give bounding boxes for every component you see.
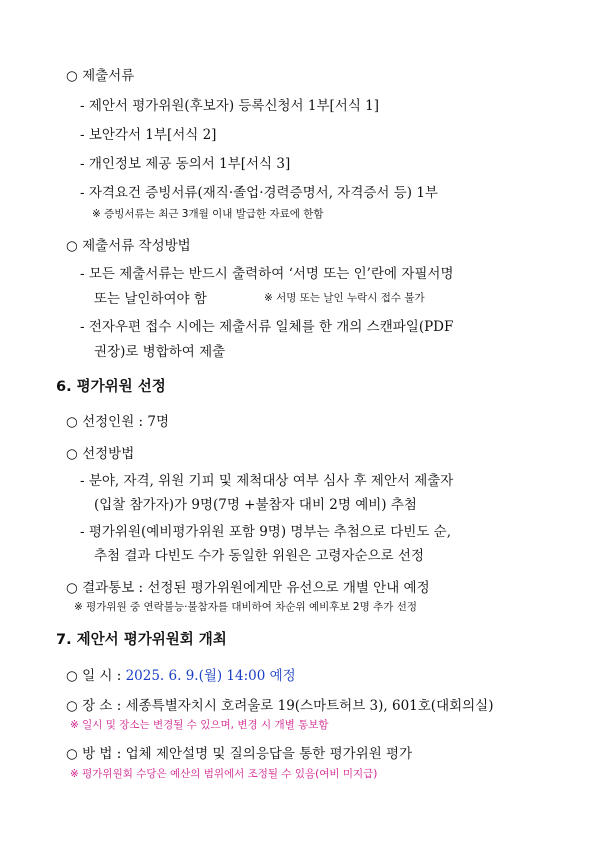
meeting-date-label: ○ 일 시 : — [66, 668, 126, 684]
meeting-date-value: 2025. 6. 9.(월) 14:00 예정 — [125, 668, 296, 684]
method-note: ※ 서명 또는 날인 누락시 접수 불가 — [264, 292, 425, 304]
method-note: ※ 평가위원회 수당은 예산의 범위에서 조정될 수 있음(여비 미지급) — [70, 768, 378, 780]
docs-item: - 제안서 평가위원(후보자) 등록신청서 1부[서식 1] — [80, 98, 380, 114]
meeting-place: ○ 장 소 : 세종특별자치시 호려울로 19(스마트허브 3), 601호(대회의실) — [66, 698, 494, 714]
method-line: - 모든 제출서류는 반드시 출력하여 ‘서명 또는 인’란에 자필서명 — [80, 266, 454, 282]
selection-method-line: (입찰 참가자)가 9명(7명 +불참자 대비 2명 예비) 추첨 — [94, 497, 417, 513]
selection-method-title: ○ 선정방법 — [66, 446, 135, 462]
section-heading: 7. 제안서 평가위원회 개최 — [56, 632, 227, 648]
result-note: ※ 평가위원 중 연락불능·불참자를 대비하여 차순위 예비후보 2명 추가 선정 — [74, 601, 418, 613]
docs-title: ○ 제출서류 — [66, 68, 135, 84]
method-line: - 전자우편 접수 시에는 제출서류 일체를 한 개의 스캔파일(PDF — [80, 319, 454, 335]
selection-count: ○ 선정인원 : 7명 — [66, 414, 169, 430]
method-title: ○ 제출서류 작성방법 — [66, 238, 191, 254]
docs-note: ※ 증빙서류는 최근 3개월 이내 발급한 자료에 한함 — [92, 208, 324, 220]
selection-method-line: 추첨 결과 다빈도 수가 동일한 위원은 고령자순으로 선정 — [94, 548, 424, 564]
place-note: ※ 일시 및 장소는 변경될 수 있으며, 변경 시 개별 통보함 — [70, 719, 329, 731]
docs-item: - 개인정보 제공 동의서 1부[서식 3] — [80, 156, 291, 172]
docs-item: - 보안각서 1부[서식 2] — [80, 127, 217, 143]
method-line: 권장)로 병합하여 제출 — [94, 344, 226, 360]
result-notice: ○ 결과통보 : 선정된 평가위원에게만 유선으로 개별 안내 예정 — [66, 580, 430, 596]
selection-method-line: - 평가위원(예비평가위원 포함 9명) 명부는 추첨으로 다빈도 순, — [80, 524, 451, 540]
method-line: 또는 날인하여야 함 — [94, 291, 207, 307]
section-heading: 6. 평가위원 선정 — [56, 379, 166, 395]
docs-item: - 자격요건 증빙서류(재직·졸업·경력증명서, 자격증서 등) 1부 — [80, 185, 438, 201]
meeting-date — [66, 664, 296, 684]
selection-method-line: - 분야, 자격, 위원 기피 및 제척대상 여부 심사 후 제안서 제출자 — [80, 473, 454, 489]
meeting-method: ○ 방 법 : 업체 제안설명 및 질의응답을 통한 평가위원 평가 — [66, 746, 413, 762]
